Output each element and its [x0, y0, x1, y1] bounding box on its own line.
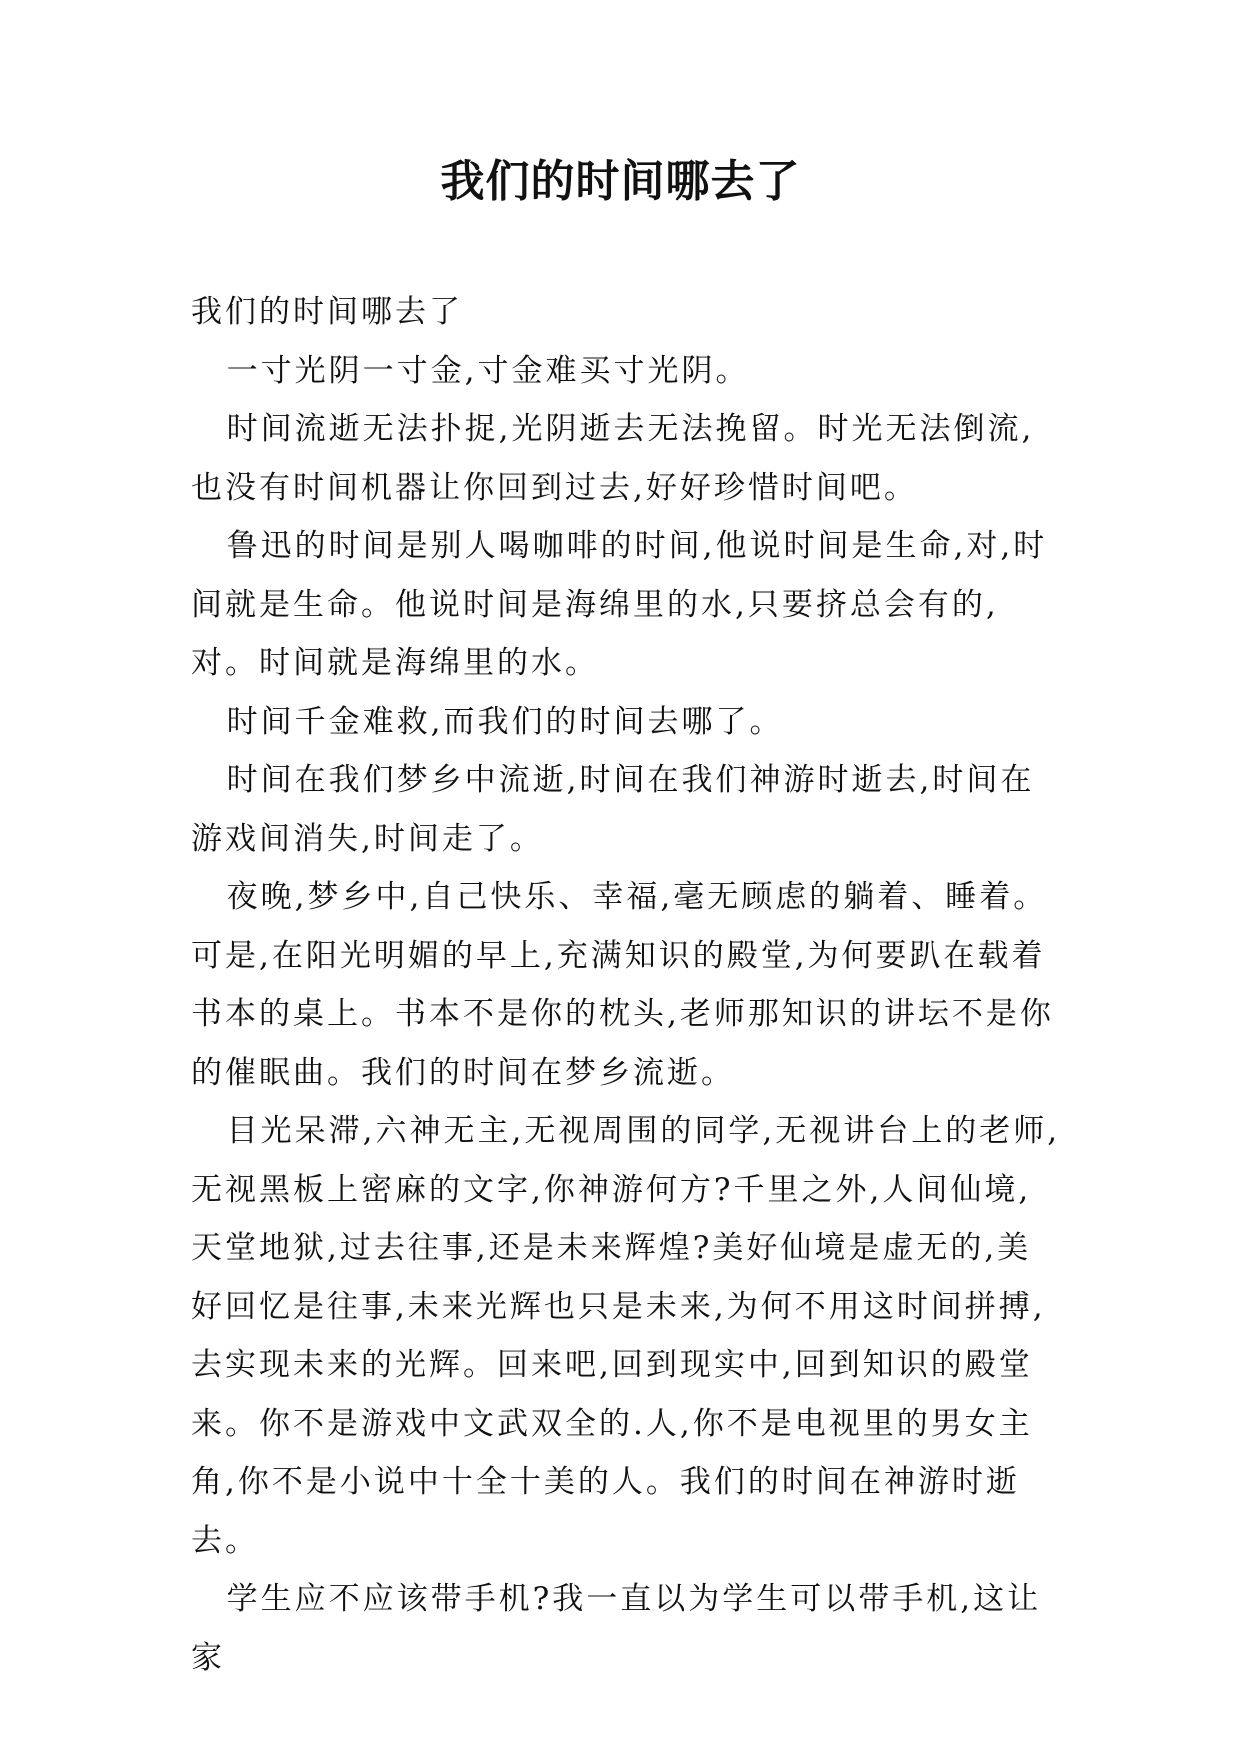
document-title: 我们的时间哪去了 — [440, 156, 801, 207]
paragraph: 学生应不应该带手机?我一直以为学生可以带手机,这让家 — [191, 1581, 1042, 1676]
document-body — [191, 283, 1061, 1687]
paragraph-subtitle: 我们的时间哪去了 — [191, 294, 463, 330]
paragraph: 夜晚,梦乡中,自己快乐、幸福,毫无顾虑的躺着、睡着。可是,在阳光明媚的早上,充满知识的殿堂,为何要趴在载着书本的桌上。书本不是你的枕头,老师那知识的讲坛不是你的催眠曲。我们的时间在梦乡流逝。 — [191, 879, 1054, 1091]
paragraph: 时间千金难救,而我们的时间去哪了。 — [226, 703, 784, 740]
paragraph: 时间流逝无法扑捉,光阴逝去无法挽留。时光无法倒流,也没有时间机器让你回到过去,好好珍惜时间吧。 — [191, 411, 1035, 506]
paragraph: 目光呆滞,六神无主,无视周围的同学,无视讲台上的老师,无视黑板上密麻的文字,你神游何方?千里之外,人间仙境,天堂地狱,过去往事,还是未来辉煌?美好仙境是虚无的,美好回忆是往事,未来光辉也只是未来,为何不用这时间拼搏,去实现未来的光辉。回来吧,回到现实中,回到知识的殿堂来。你不是游戏中文武双全的.人,你不是电视里的男女主角,你不是小说中十全十美的人。我们的时间在神游时逝去。 — [191, 1113, 1061, 1559]
paragraph: 鲁迅的时间是别人喝咖啡的时间,他说时间是生命,对,时间就是生命。他说时间是海绵里的水,只要挤总会有的,对。时间就是海绵里的水。 — [191, 528, 1048, 681]
paragraph: 时间在我们梦乡中流逝,时间在我们神游时逝去,时间在游戏间消失,时间走了。 — [191, 762, 1035, 857]
paragraph: 一寸光阴一寸金,寸金难买寸光阴。 — [226, 352, 750, 389]
